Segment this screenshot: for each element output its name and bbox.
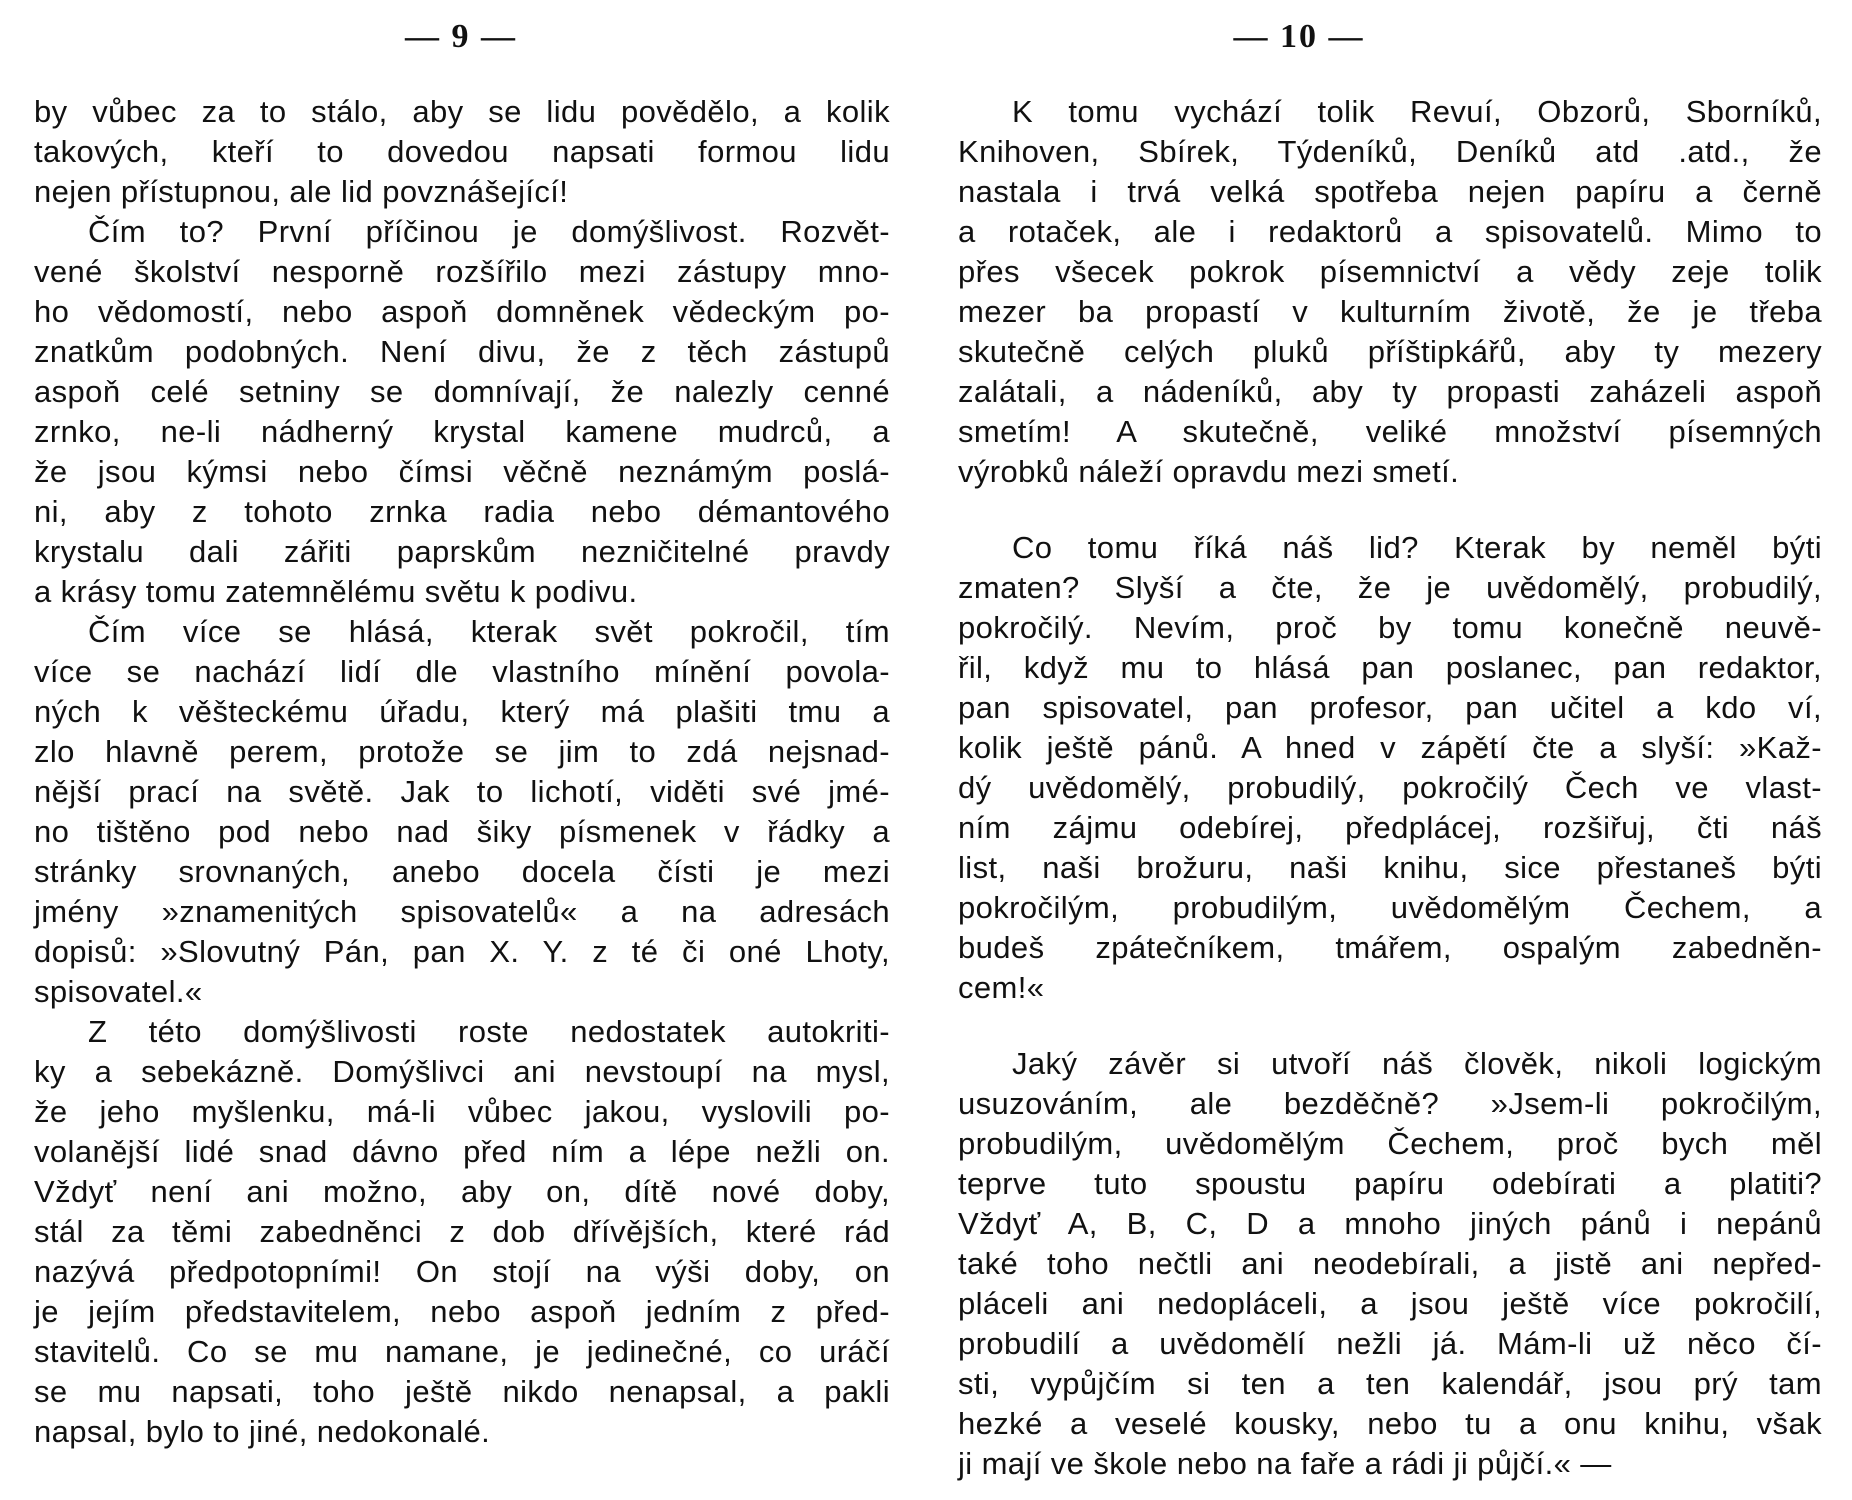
text-line: Vždyť A, B, C, D a mnoho jiných pánů i nepánů — [958, 1206, 1822, 1241]
text-line: ky a sebekázně. Domýšlivci ani nevstoupí na mysl, — [34, 1054, 890, 1089]
text-line: budeš zpátečníkem, tmářem, ospalým zabedněn- — [958, 930, 1822, 965]
text-line: pokročilým, probudilým, uvědomělým Čechem, a — [958, 890, 1822, 925]
text-line: takových, kteří to dovedou napsati formou lidu — [34, 134, 890, 169]
text-line: no tištěno pod nebo nad šiky písmenek v řádky a — [34, 814, 890, 849]
text-line: dopisů: »Slovutný Pán, pan X. Y. z té či oné Lhoty, — [34, 934, 890, 969]
text-line: by vůbec za to stálo, aby se lidu povědělo, a kolik — [34, 94, 890, 129]
text-line: teprve tuto spoustu papíru odebírati a platiti? — [958, 1166, 1822, 1201]
left-text-column — [34, 92, 890, 1452]
right-paragraph-3 — [958, 1044, 1822, 1484]
text-line: nější prací na světě. Jak to lichotí, viděti své jmé- — [34, 774, 890, 809]
text-line: cem!« — [958, 970, 1045, 1005]
text-line: zalátali, a nádeníků, aby ty propasti zaházeli aspoň — [958, 374, 1822, 409]
text-line: se mu napsati, toho ještě nikdo nenapsal, a pakli — [34, 1374, 890, 1409]
text-line: zmaten? Slyší a čte, že je uvědomělý, probudilý, — [958, 570, 1822, 605]
text-line: zlo hlavně perem, protože se jim to zdá nejsnad- — [34, 734, 890, 769]
text-line: usuzováním, ale bezděčně? »Jsem-li pokročilým, — [958, 1086, 1822, 1121]
text-line: ných k věšteckému úřadu, který má plašiti tmu a — [34, 694, 890, 729]
text-line: skutečně celých pluků příštipkářů, aby ty mezery — [958, 334, 1822, 369]
text-line: také toho nečtli ani neodebírali, a jistě ani nepřed- — [958, 1246, 1822, 1281]
text-line: nastala i trvá velká spotřeba nejen papíru a černě — [958, 174, 1822, 209]
right-page — [926, 0, 1852, 1500]
right-paragraph-2 — [958, 528, 1822, 1008]
text-line: probudilým, uvědomělým Čechem, proč bych měl — [958, 1126, 1822, 1161]
text-line: sti, vypůjčím si ten a ten kalendář, jsou prý tam — [958, 1366, 1822, 1401]
text-line: probudilí a uvědomělí nežli já. Mám-li už něco čí- — [958, 1326, 1822, 1361]
text-line: stránky srovnaných, anebo docela čísti je mezi — [34, 854, 890, 889]
text-line: výrobků náleží opravdu mezi smetí. — [958, 454, 1460, 489]
left-paragraph-3 — [34, 612, 890, 1012]
text-line: Čím to? První příčinou je domýšlivost. Rozvět- — [88, 214, 890, 249]
left-paragraph-1 — [34, 92, 890, 212]
text-line: nejen přístupnou, ale lid povznášející! — [34, 174, 569, 209]
text-line: Vždyť není ani možno, aby on, dítě nové doby, — [34, 1174, 890, 1209]
text-line: volanější lidé snad dávno před ním a lépe nežli on. — [34, 1134, 890, 1169]
text-line: K tomu vychází tolik Revuí, Obzorů, Sborníků, — [1012, 94, 1822, 129]
text-line: stál za těmi zabedněnci z dob dřívějších, které rád — [34, 1214, 890, 1249]
text-line: pokročilý. Nevím, proč by tomu konečně neuvě- — [958, 610, 1822, 645]
text-line: vené školství nesporně rozšířilo mezi zástupy mno- — [34, 254, 890, 289]
text-line: krystalu dali zářiti paprskům nezničitelné pravdy — [34, 534, 890, 569]
text-line: ni, aby z tohoto zrnka radia nebo démantového — [34, 494, 890, 529]
text-line: jmény »znamenitých spisovatelů« a na adresách — [34, 894, 890, 929]
text-line: Co tomu říká náš lid? Kterak by neměl býti — [1012, 530, 1822, 565]
left-paragraph-2 — [34, 212, 890, 612]
text-line: pláceli ani nedopláceli, a jsou ještě více pokročilí, — [958, 1286, 1822, 1321]
right-text-column — [958, 92, 1822, 1484]
text-line: a krásy tomu zatemnělému světu k podivu. — [34, 574, 638, 609]
text-line: list, naši brožuru, naši knihu, sice přestaneš býti — [958, 850, 1822, 885]
right-paragraph-1 — [958, 92, 1822, 492]
text-line: kolik ještě pánů. A hned v zápětí čte a slyší: »Kaž- — [958, 730, 1822, 765]
text-line: znatkům podobných. Není divu, že z těch zástupů — [34, 334, 890, 369]
text-line: dý uvědomělý, probudilý, pokročilý Čech ve vlast- — [958, 770, 1822, 805]
left-page-number: — 9 — — [405, 18, 517, 55]
text-line: smetím! A skutečně, veliké množství písemných — [958, 414, 1822, 449]
text-line: napsal, bylo to jiné, nedokonalé. — [34, 1414, 491, 1449]
text-line: ji mají ve škole nebo na faře a rádi ji půjčí.« — — [958, 1446, 1612, 1481]
text-line: aspoň celé setniny se domnívají, že nalezly cenné — [34, 374, 890, 409]
text-line: Čím více se hlásá, kterak svět pokročil, tím — [88, 614, 890, 649]
text-line: a rotaček, ale i redaktorů a spisovatelů. Mimo to — [958, 214, 1822, 249]
left-paragraph-4 — [34, 1012, 890, 1452]
text-line: ním zájmu odebírej, předplácej, rozšiřuj, čti náš — [958, 810, 1822, 845]
text-line: řil, když mu to hlásá pan poslanec, pan redaktor, — [958, 650, 1822, 685]
text-line: zrnko, ne-li nádherný krystal kamene mudrců, a — [34, 414, 890, 449]
text-line: nazývá předpotopními! On stojí na výši doby, on — [34, 1254, 890, 1289]
text-line: více se nachází lidí dle vlastního mínění povola- — [34, 654, 890, 689]
text-line: pan spisovatel, pan profesor, pan učitel a kdo ví, — [958, 690, 1822, 725]
text-line: je jejím představitelem, nebo aspoň jedním z před- — [34, 1294, 890, 1329]
text-line: stavitelů. Co se mu namane, je jedinečné, co uráčí — [34, 1334, 890, 1369]
text-line: hezké a veselé kousky, nebo tu a onu knihu, však — [958, 1406, 1822, 1441]
text-line: přes všecek pokrok písemnictví a vědy zeje tolik — [958, 254, 1822, 289]
text-line: Z této domýšlivosti roste nedostatek autokriti- — [88, 1014, 890, 1049]
text-line: ho vědomostí, nebo aspoň domněnek vědeckým po- — [34, 294, 890, 329]
text-line: že jeho myšlenku, má-li vůbec jakou, vyslovili po- — [34, 1094, 890, 1129]
text-line: že jsou kýmsi nebo čímsi věčně neznámým poslá- — [34, 454, 890, 489]
text-line: mezer ba propastí v kulturním životě, že je třeba — [958, 294, 1822, 329]
text-line: spisovatel.« — [34, 974, 203, 1009]
text-line: Knihoven, Sbírek, Týdeníků, Deníků atd .atd., že — [958, 134, 1822, 169]
right-page-number: — 10 — — [1233, 18, 1365, 55]
text-line: Jaký závěr si utvoří náš člověk, nikoli logickým — [1012, 1046, 1822, 1081]
